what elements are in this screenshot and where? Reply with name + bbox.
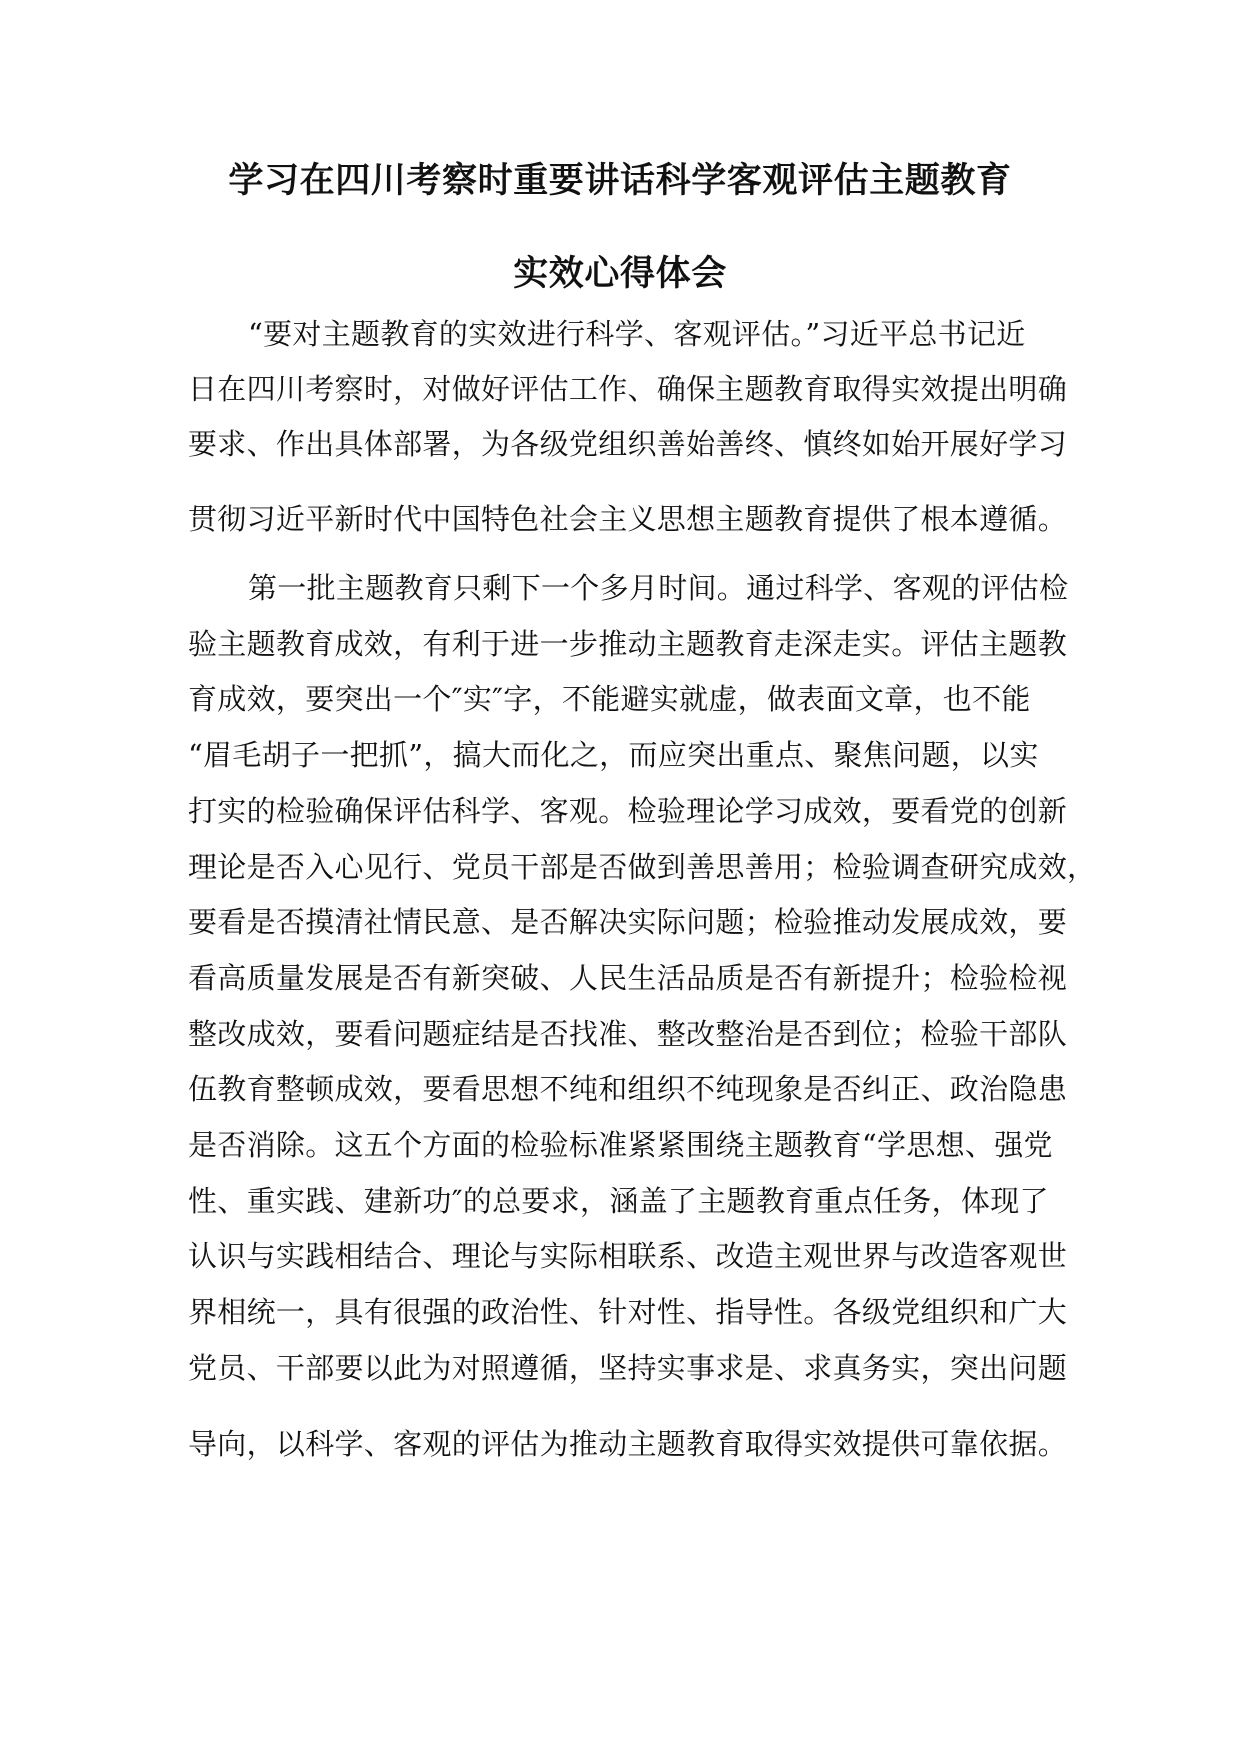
paragraph-line: “眉毛胡子一把抓”，搞大而化之，而应突出重点、聚焦问题，以实 [188, 738, 1039, 772]
paragraph-line: “要对主题教育的实效进行科学、客观评估。”习近平总书记近 [248, 317, 1026, 351]
paragraph-line: 育成效，要突出一个″实″字，不能避实就虚，做表面文章，也不能 [188, 682, 1031, 716]
paragraph-line: 理论是否入心见行、党员干部是否做到善思善用；检验调查研究成效， [188, 850, 1097, 884]
paragraph-line: 要求、作出具体部署，为各级党组织善始善终、慎终如始开展好学习 [188, 427, 1068, 461]
document-title-line-2: 实效心得体会 [513, 254, 727, 294]
paragraph-line: 是否消除。这五个方面的检验标准紧紧围绕主题教育“学思想、强党 [188, 1128, 1053, 1162]
paragraph-line: 日在四川考察时，对做好评估工作、确保主题教育取得实效提出明确 [188, 372, 1068, 406]
paragraph-line: 认识与实践相结合、理论与实际相联系、改造主观世界与改造客观世 [188, 1239, 1068, 1273]
paragraph-line: 界相统一，具有很强的政治性、针对性、指导性。各级党组织和广大 [188, 1295, 1068, 1329]
paragraph-line: 伍教育整顿成效，要看思想不纯和组织不纯现象是否纠正、政治隐患 [188, 1072, 1068, 1106]
paragraph-line: 贯彻习近平新时代中国特色社会主义思想主题教育提供了根本遵循。 [188, 502, 1068, 536]
paragraph-line: 要看是否摸清社情民意、是否解决实际问题；检验推动发展成效，要 [188, 905, 1068, 939]
paragraph-line: 第一批主题教育只剩下一个多月时间。通过科学、客观的评估检 [248, 571, 1069, 605]
paragraph-line: 整改成效，要看问题症结是否找准、整改整治是否到位；检验干部队 [188, 1017, 1068, 1051]
paragraph-line: 性、重实践、建新功″的总要求，涵盖了主题教育重点任务，体现了 [188, 1184, 1049, 1218]
document-title-line-1: 学习在四川考察时重要讲话科学客观评估主题教育 [228, 161, 1012, 201]
paragraph-line: 验主题教育成效，有利于进一步推动主题教育走深走实。评估主题教 [188, 627, 1068, 661]
paragraph-line: 打实的检验确保评估科学、客观。检验理论学习成效，要看党的创新 [188, 794, 1068, 828]
paragraph-line: 党员、干部要以此为对照遵循，坚持实事求是、求真务实，突出问题 [188, 1351, 1068, 1385]
paragraph-line: 看高质量发展是否有新突破、人民生活品质是否有新提升；检验检视 [188, 961, 1068, 995]
paragraph-line: 导向，以科学、客观的评估为推动主题教育取得实效提供可靠依据。 [188, 1427, 1068, 1461]
